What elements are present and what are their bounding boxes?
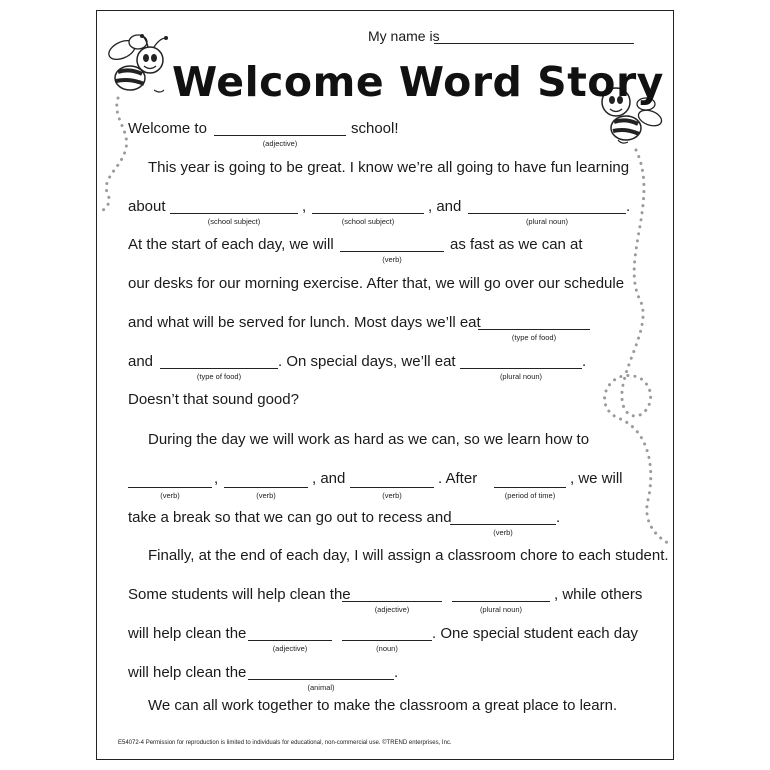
- blank-noun[interactable]: [342, 640, 432, 641]
- blank-hint: (plural noun): [525, 217, 569, 226]
- story-text: We can all work together to make the classroom a great place to learn.: [148, 697, 618, 714]
- blank-hint: (noun): [376, 644, 398, 653]
- blank-hint: (adjective): [262, 139, 298, 148]
- name-label: My name is: [368, 28, 440, 44]
- story-text: .: [582, 353, 587, 370]
- story-text: . On special days, we’ll eat: [278, 353, 456, 370]
- blank-adjective[interactable]: [214, 135, 346, 136]
- story-text: Doesn’t that sound good?: [128, 391, 299, 408]
- name-field[interactable]: [434, 43, 634, 44]
- blank-hint: (period of time): [504, 491, 556, 500]
- blank-plural-noun[interactable]: [460, 368, 582, 369]
- blank-hint: (school subject): [207, 217, 261, 226]
- blank-verb[interactable]: [340, 251, 444, 252]
- bee-icon: [104, 32, 172, 100]
- blank-adjective[interactable]: [342, 601, 442, 602]
- blank-hint: (verb): [493, 528, 513, 537]
- story-text: Finally, at the end of each day, I will assign a classroom chore to each student.: [148, 547, 669, 564]
- story-text: This year is going to be great. I know we’re all going to have fun learning: [148, 159, 630, 176]
- blank-school-subject[interactable]: [170, 213, 298, 214]
- blank-hint: (school subject): [341, 217, 395, 226]
- blank-type-of-food[interactable]: [478, 329, 590, 330]
- blank-school-subject[interactable]: [312, 213, 424, 214]
- story-text: will help clean the: [128, 664, 247, 681]
- blank-plural-noun[interactable]: [452, 601, 550, 602]
- story-text: ,: [302, 198, 307, 215]
- story-text: During the day we will work as hard as we can, so we learn how to: [148, 431, 590, 448]
- blank-hint: (type of food): [511, 333, 557, 342]
- blank-hint: (verb): [256, 491, 276, 500]
- blank-verb[interactable]: [350, 487, 434, 488]
- story-text: , while others: [554, 586, 643, 603]
- blank-period-of-time[interactable]: [494, 487, 566, 488]
- blank-hint: (plural noun): [479, 605, 523, 614]
- story-text: At the start of each day, we will: [128, 236, 334, 253]
- blank-hint: (verb): [382, 491, 402, 500]
- blank-plural-noun[interactable]: [468, 213, 626, 214]
- copyright-footer: E54072-4 Permission for reproduction is limited to individuals for educational, non-commercial use. ©TREND enterprises, Inc.: [118, 740, 452, 746]
- blank-hint: (animal): [307, 683, 335, 692]
- blank-type-of-food[interactable]: [160, 368, 278, 369]
- blank-adjective[interactable]: [248, 640, 332, 641]
- story-text: .: [626, 198, 631, 215]
- story-text: and: [128, 353, 154, 370]
- blank-verb[interactable]: [128, 487, 212, 488]
- story-text: as fast as we can at: [450, 236, 583, 253]
- blank-verb[interactable]: [450, 524, 556, 525]
- story-text: , and: [428, 198, 462, 215]
- blank-hint: (type of food): [196, 372, 242, 381]
- story-text: our desks for our morning exercise. After that, we will go over our schedule: [128, 275, 625, 292]
- blank-hint: (verb): [382, 255, 402, 264]
- story-text: will help clean the: [128, 625, 247, 642]
- page-title: Welcome Word Story: [172, 58, 664, 106]
- story-text: take a break so that we can go out to recess and: [128, 509, 452, 526]
- blank-verb[interactable]: [224, 487, 308, 488]
- story-text: , and: [312, 470, 346, 487]
- story-text: ,: [214, 470, 219, 487]
- story-text: school!: [351, 120, 399, 137]
- story-text: .: [394, 664, 399, 681]
- blank-animal[interactable]: [248, 679, 394, 680]
- story-text: , we will: [570, 470, 623, 487]
- story-text: .: [556, 509, 561, 526]
- story-text: Welcome to: [128, 120, 207, 137]
- story-text: about: [128, 198, 166, 215]
- story-text: . After: [438, 470, 478, 487]
- story-text: and what will be served for lunch. Most days we’ll eat: [128, 314, 481, 331]
- story-text: Some students will help clean the: [128, 586, 351, 603]
- blank-hint: (plural noun): [499, 372, 543, 381]
- blank-hint: (verb): [160, 491, 180, 500]
- blank-hint: (adjective): [272, 644, 308, 653]
- blank-hint: (adjective): [374, 605, 410, 614]
- story-text: . One special student each day: [432, 625, 638, 642]
